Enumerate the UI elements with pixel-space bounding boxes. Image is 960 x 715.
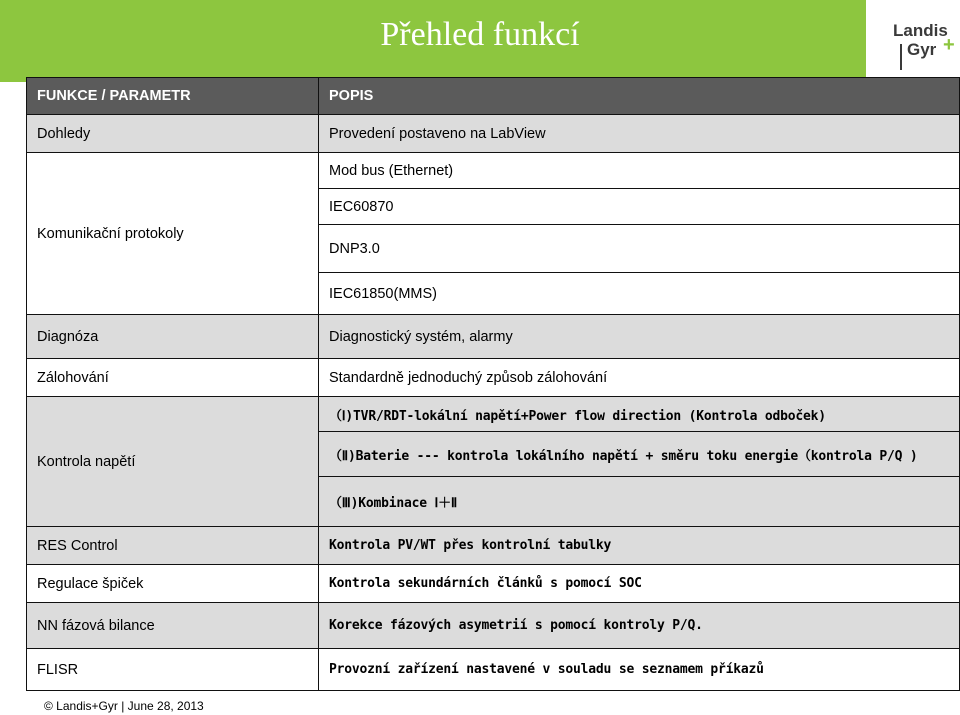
function-overview-table [26, 77, 960, 691]
logo-plus-icon: + [943, 34, 955, 56]
table-row [27, 649, 960, 691]
cell-funkce: Komunikační protokoly [27, 153, 319, 315]
cell-popis: IEC60870 [319, 189, 960, 225]
footer-copyright: © Landis+Gyr | June 28, 2013 [44, 699, 204, 713]
cell-popis: （Ⅲ)Kombinace Ⅰ＋Ⅱ [319, 477, 960, 527]
cell-popis: Diagnostický systém, alarmy [319, 315, 960, 359]
table-row [27, 603, 960, 649]
cell-popis: Provedení postaveno na LabView [319, 115, 960, 153]
header-popis: POPIS [319, 78, 960, 115]
table-row [27, 565, 960, 603]
logo-bar [900, 44, 902, 70]
table-row [27, 315, 960, 359]
table-row [27, 153, 960, 189]
page-title: Přehled funkcí [380, 16, 580, 53]
table-row [27, 115, 960, 153]
cell-popis: Standardně jednoduchý způsob zálohování [319, 359, 960, 397]
table-row [27, 359, 960, 397]
cell-popis: Kontrola PV/WT přes kontrolní tabulky [319, 527, 960, 565]
cell-popis: IEC61850(MMS) [319, 273, 960, 315]
cell-popis: DNP3.0 [319, 225, 960, 273]
landis-gyr-logo [893, 22, 955, 70]
cell-funkce: Regulace špiček [27, 565, 319, 603]
logo-text-line1: Landis [893, 21, 948, 40]
cell-popis: Mod bus (Ethernet) [319, 153, 960, 189]
cell-popis: Korekce fázových asymetrií s pomocí kontroly P/Q. [319, 603, 960, 649]
cell-popis: （Ⅰ)TVR/RDT-lokální napětí+Power flow direction (Kontrola odboček) [319, 397, 960, 432]
logo-text-line2: Gyr [907, 40, 937, 59]
cell-funkce: FLISR [27, 649, 319, 691]
cell-popis: Kontrola sekundárních článků s pomocí SOC [319, 565, 960, 603]
header-funkce: FUNKCE / PARAMETR [27, 78, 319, 115]
cell-funkce: Dohledy [27, 115, 319, 153]
cell-popis: （Ⅱ)Baterie --- kontrola lokálního napětí + směru toku energie（kontrola P/Q ) [319, 432, 960, 477]
cell-funkce: Zálohování [27, 359, 319, 397]
cell-funkce: Kontrola napětí [27, 397, 319, 527]
cell-popis: Provozní zařízení nastavené v souladu se seznamem příkazů [319, 649, 960, 691]
table-row [27, 397, 960, 432]
table-header-row [27, 78, 960, 115]
table-row [27, 527, 960, 565]
cell-funkce: Diagnóza [27, 315, 319, 359]
cell-funkce: NN fázová bilance [27, 603, 319, 649]
cell-funkce: RES Control [27, 527, 319, 565]
